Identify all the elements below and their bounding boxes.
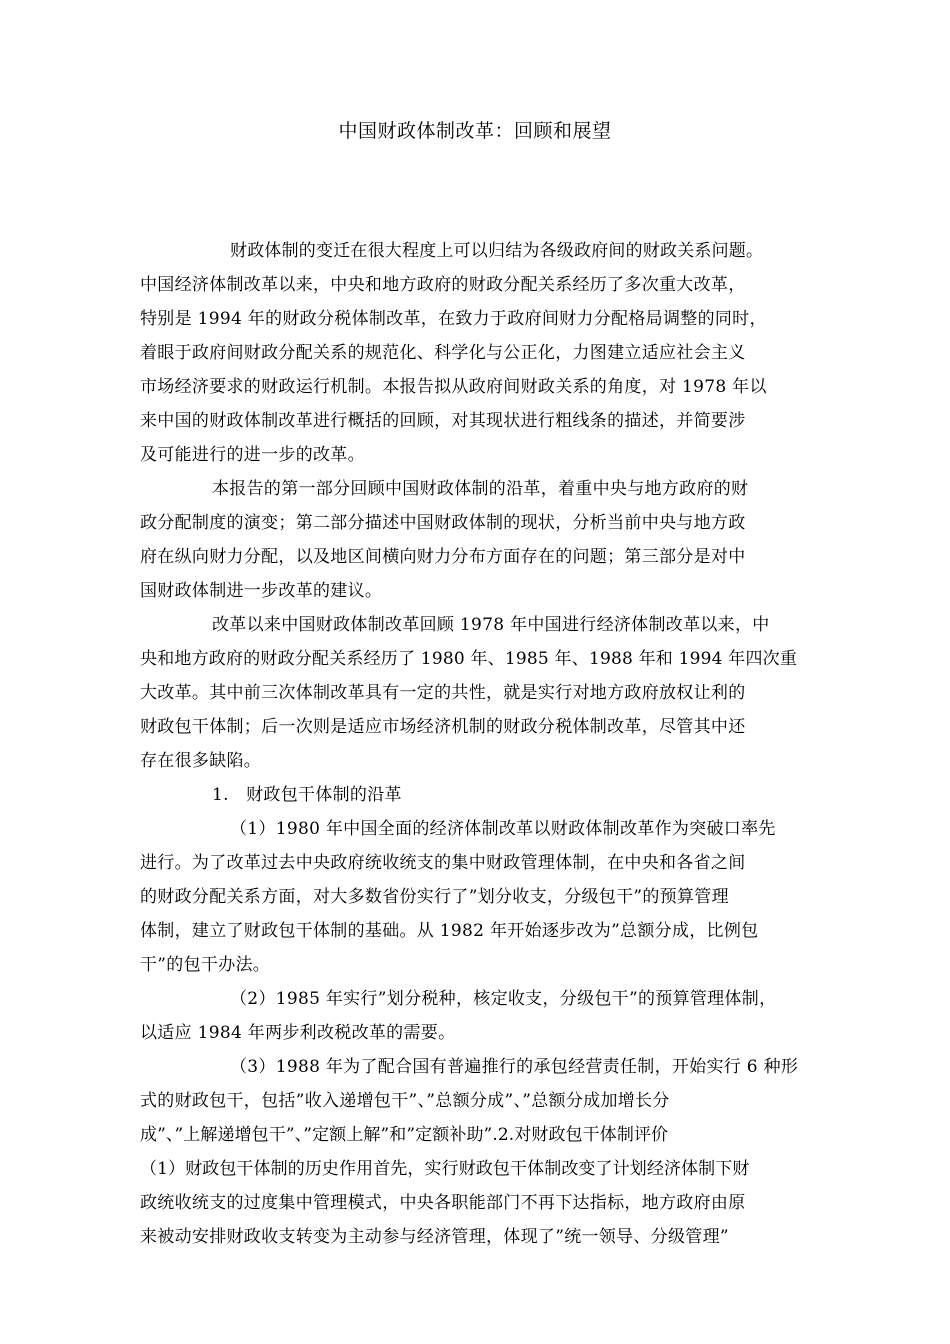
paragraph-line: 式的财政包干，包括”收入递增包干”、”总额分成”、”总额分成加增长分 xyxy=(140,1091,670,1111)
paragraph-line: 改革以来中国财政体制改革回顾 1978 年中国进行经济体制改革以来，中 xyxy=(212,615,770,635)
paragraph-line: 国财政体制进一步改革的建议。 xyxy=(140,581,383,601)
paragraph-line: （1）1980 年中国全面的经济体制改革以财政体制改革作为突破口率先 xyxy=(230,819,776,839)
document-title: 中国财政体制改革：回顾和展望 xyxy=(338,120,612,142)
paragraph-line: 中国经济体制改革以来，中央和地方政府的财政分配关系经历了多次重大改革， xyxy=(140,275,746,295)
paragraph-line: 存在很多缺陷。 xyxy=(140,751,262,771)
paragraph-line: 的财政分配关系方面，对大多数省份实行了”划分收支，分级包干”的预算管理 xyxy=(140,887,729,907)
paragraph-line: 政统收统支的过度集中管理模式，中央各职能部门不再下达指标，地方政府由原 xyxy=(140,1193,746,1213)
paragraph-line: （2）1985 年实行”划分税种，核定收支，分级包干”的预算管理体制， xyxy=(230,989,777,1009)
paragraph-line: 特别是 1994 年的财政分税体制改革，在致力于政府间财力分配格局调整的同时， xyxy=(140,309,767,329)
paragraph-line: 府在纵向财力分配，以及地区间横向财力分布方面存在的问题；第三部分是对中 xyxy=(140,547,746,567)
paragraph-line: 本报告的第一部分回顾中国财政体制的沿革，着重中央与地方政府的财 xyxy=(212,479,749,499)
paragraph-line: 成”、”上解递增包干”、”定额上解”和”定额补助”.2.对财政包干体制评价 xyxy=(140,1125,669,1145)
paragraph-line: 体制，建立了财政包干体制的基础。从 1982 年开始逐步改为”总额分成，比例包 xyxy=(140,921,759,941)
paragraph-line: 大改革。其中前三次体制改革具有一定的共性，就是实行对地方政府放权让利的 xyxy=(140,683,746,703)
paragraph-line: 进行。为了改革过去中央政府统收统支的集中财政管理体制，在中央和各省之间 xyxy=(140,853,746,873)
paragraph-line: 财政包干体制；后一次则是适应市场经济机制的财政分税体制改革，尽管其中还 xyxy=(140,717,746,737)
paragraph-line: 市场经济要求的财政运行机制。本报告拟从政府间财政关系的角度，对 1978 年以 xyxy=(140,377,767,397)
paragraph-line: 着眼于政府间财政分配关系的规范化、科学化与公正化，力图建立适应社会主义 xyxy=(140,343,746,363)
paragraph-line: 政分配制度的演变；第二部分描述中国财政体制的现状，分析当前中央与地方政 xyxy=(140,513,746,533)
paragraph-line: （3）1988 年为了配合国有普遍推行的承包经营责任制，开始实行 6 种形 xyxy=(230,1057,799,1077)
paragraph-line: 财政体制的变迁在很大程度上可以归结为各级政府间的财政关系问题。 xyxy=(230,241,764,261)
section-heading: 1. 财政包干体制的沿革 xyxy=(212,785,402,805)
paragraph-line: 央和地方政府的财政分配关系经历了 1980 年、1985 年、1988 年和 1994 年四次重 xyxy=(140,649,798,669)
paragraph-line: 干”的包干办法。 xyxy=(140,955,271,975)
paragraph-line: 及可能进行的进一步的改革。 xyxy=(140,445,365,465)
paragraph-line: 来中国的财政体制改革进行概括的回顾，对其现状进行粗线条的描述，并简要涉 xyxy=(140,411,746,431)
paragraph-line: 来被动安排财政收支转变为主动参与经济管理，体现了”统一领导、分级管理” xyxy=(140,1227,729,1247)
paragraph-line: （1）财政包干体制的历史作用首先，实行财政包干体制改变了计划经济体制下财 xyxy=(140,1159,750,1179)
paragraph-line: 以适应 1984 年两步利改税改革的需要。 xyxy=(140,1023,456,1043)
